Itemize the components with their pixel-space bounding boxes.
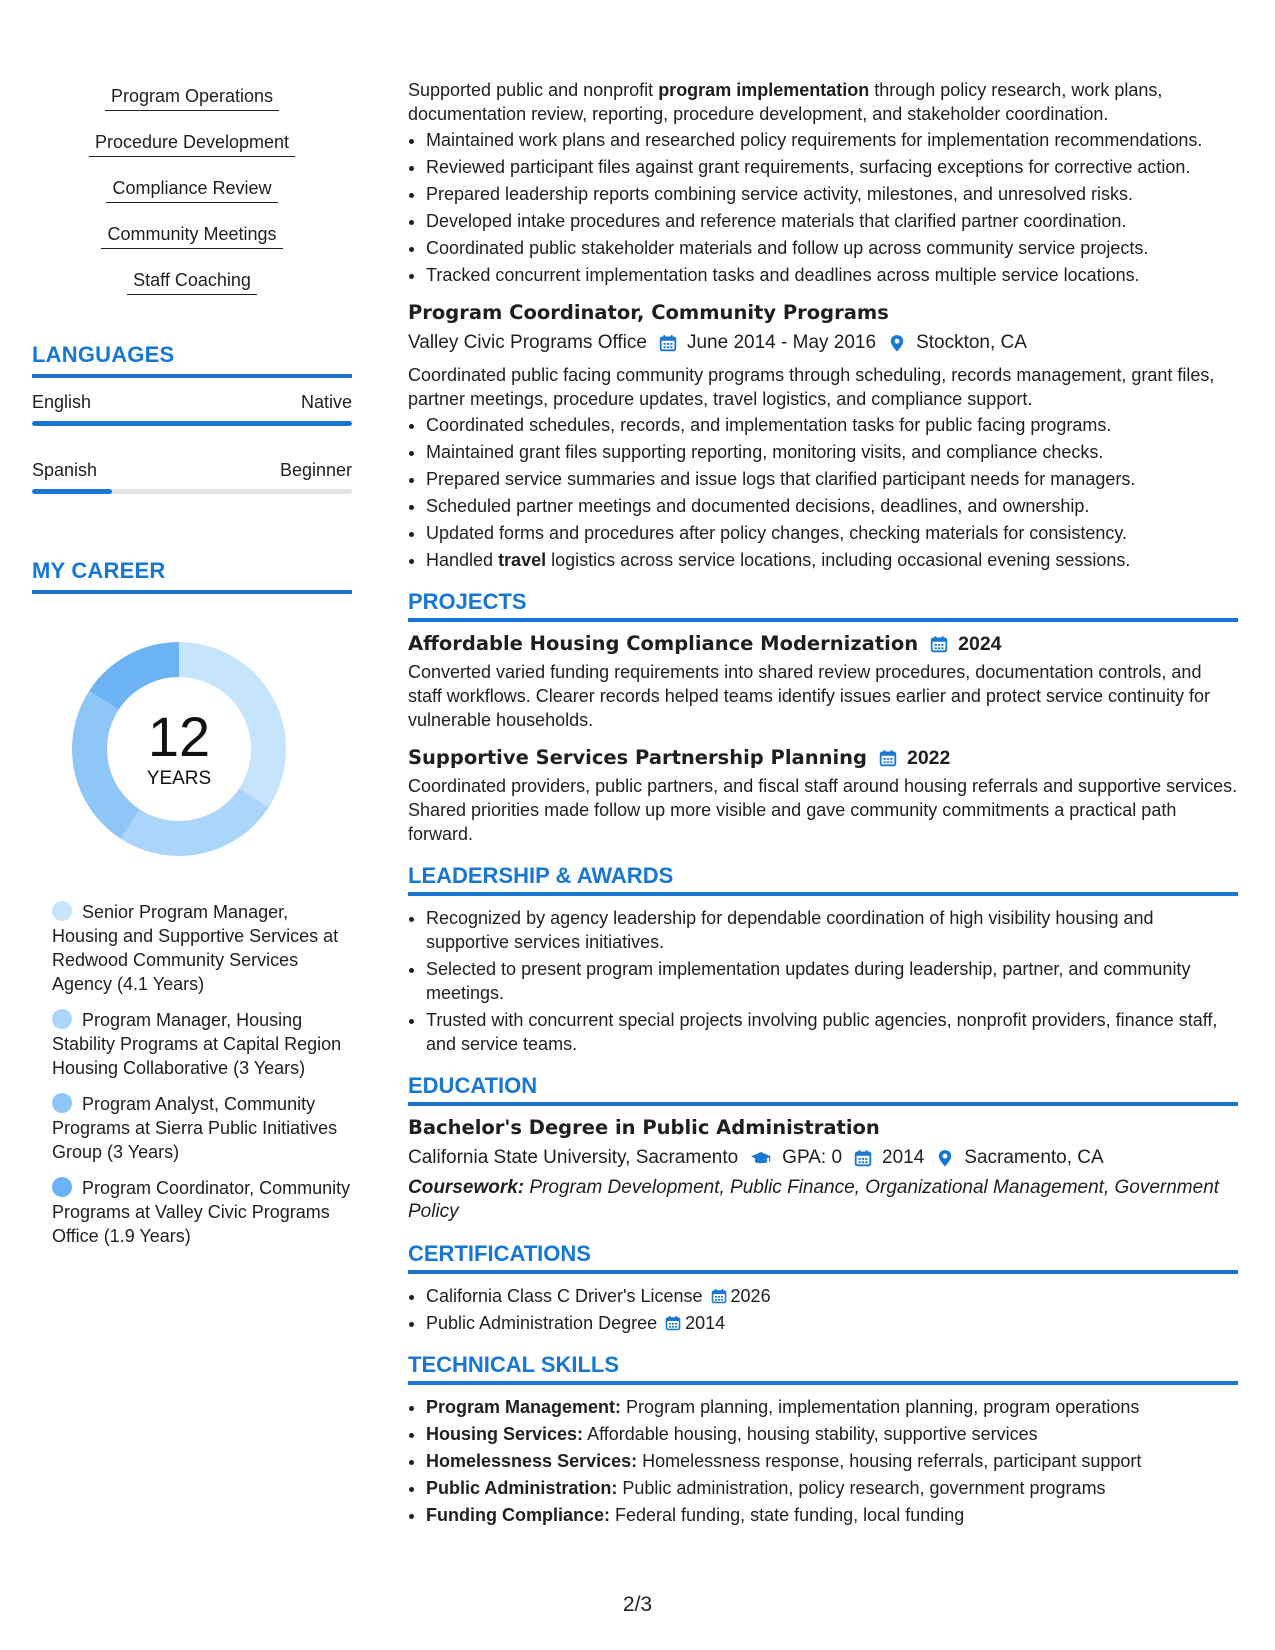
career-section bbox=[32, 558, 352, 1248]
certification-year: 2014 bbox=[685, 1313, 726, 1333]
career-legend-label: Program Manager, Housing Stability Programs at Capital Region Housing Collaborative (3 Years) bbox=[52, 1010, 342, 1078]
experience-summary bbox=[408, 78, 1238, 126]
bullet-item: • Developed intake procedures and reference materials that clarified partner coordination. bbox=[426, 209, 1238, 233]
career-legend-item bbox=[52, 900, 352, 996]
technical-skill-item bbox=[426, 1476, 1238, 1500]
bullet-item bbox=[426, 548, 1238, 572]
donut-center bbox=[64, 634, 294, 864]
calendar-icon bbox=[879, 749, 897, 767]
bullet-item: • Trusted with concurrent special projects involving public agencies, nonprofit providers, finance staff, and service teams. bbox=[426, 1008, 1238, 1056]
language-name: English bbox=[32, 392, 92, 412]
bullet-item: • Maintained grant files supporting reporting, monitoring visits, and compliance checks. bbox=[426, 440, 1238, 464]
coursework-label: Coursework: bbox=[408, 1177, 525, 1198]
job-company: Valley Civic Programs Office bbox=[408, 332, 647, 353]
technical-skills-section bbox=[408, 1353, 1238, 1527]
bullet-item: • Reviewed participant files against grant requirements, surfacing exceptions for corrective action. bbox=[426, 155, 1238, 179]
job-title: Program Coordinator, Community Programs bbox=[408, 301, 889, 324]
bullet-item: • Prepared leadership reports combining service activity, milestones, and unresolved risks. bbox=[426, 182, 1238, 206]
left-column bbox=[32, 84, 352, 1260]
right-column bbox=[408, 78, 1238, 1530]
certifications-heading: CERTIFICATIONS bbox=[408, 1242, 1238, 1274]
project-title-row bbox=[408, 632, 1238, 656]
technical-skill-item bbox=[426, 1449, 1238, 1473]
location-pin-icon bbox=[888, 334, 906, 352]
degree-title: Bachelor's Degree in Public Administration bbox=[408, 1116, 880, 1139]
language-level: Beginner bbox=[279, 460, 352, 480]
legend-dot bbox=[52, 1009, 72, 1029]
summary-keyword: program implementation bbox=[658, 80, 870, 100]
language-item bbox=[32, 460, 352, 494]
job-location: Stockton, CA bbox=[916, 332, 1027, 353]
page-number: 2/3 bbox=[622, 1593, 653, 1616]
calendar-icon bbox=[665, 1315, 681, 1331]
project-year: 2022 bbox=[906, 747, 951, 769]
project-title: Supportive Services Partnership Planning bbox=[408, 746, 867, 769]
languages-heading: LANGUAGES bbox=[32, 342, 352, 378]
bullet-item: • Updated forms and procedures after policy changes, checking materials for consistency. bbox=[426, 521, 1238, 545]
education-section bbox=[408, 1074, 1238, 1224]
project-item bbox=[408, 746, 1238, 846]
skill-tag: Program Operations bbox=[105, 84, 279, 111]
legend-dot bbox=[52, 901, 72, 921]
job-meta bbox=[408, 331, 1238, 355]
awards-heading: LEADERSHIP & AWARDS bbox=[408, 864, 1238, 896]
job-bullets bbox=[408, 413, 1238, 572]
skill-values: Public administration, policy research, government programs bbox=[617, 1478, 1106, 1498]
bullet-item: • Prepared service summaries and issue logs that clarified participant needs for managers. bbox=[426, 467, 1238, 491]
career-legend-label: Senior Program Manager, Housing and Supportive Services at Redwood Community Services Agency (4.1 Years) bbox=[52, 902, 339, 994]
skill-values: Affordable housing, housing stability, supportive services bbox=[583, 1424, 1038, 1444]
certifications-section bbox=[408, 1242, 1238, 1335]
bullet-item: • Selected to present program implementation updates during leadership, partner, and community meetings. bbox=[426, 957, 1238, 1005]
career-total-unit: YEARS bbox=[146, 768, 212, 789]
language-proficiency-bar bbox=[32, 421, 352, 426]
language-proficiency-fill bbox=[32, 421, 352, 426]
awards-bullets bbox=[408, 906, 1238, 1056]
certifications-list bbox=[408, 1284, 1238, 1335]
skill-tags bbox=[32, 84, 352, 314]
coursework-list: Program Development, Public Finance, Organizational Management, Government Policy bbox=[408, 1177, 1220, 1222]
project-item bbox=[408, 632, 1238, 732]
calendar-icon bbox=[711, 1288, 727, 1304]
language-name: Spanish bbox=[32, 460, 98, 480]
career-legend-item bbox=[52, 1176, 352, 1248]
career-legend-label: Program Coordinator, Community Programs at Valley Civic Programs Office (1.9 Years) bbox=[52, 1178, 351, 1246]
bullet-text: Handled bbox=[426, 550, 499, 570]
school-location: Sacramento, CA bbox=[964, 1147, 1104, 1168]
project-title: Affordable Housing Compliance Modernization bbox=[408, 632, 919, 655]
certification-item bbox=[426, 1311, 1238, 1335]
projects-section bbox=[408, 590, 1238, 846]
calendar-icon bbox=[854, 1149, 872, 1167]
career-total-years: 12 bbox=[147, 705, 211, 768]
language-level: Native bbox=[300, 392, 352, 412]
education-meta bbox=[408, 1146, 1238, 1170]
career-legend-label: Program Analyst, Community Programs at Sierra Public Initiatives Group (3 Years) bbox=[52, 1094, 338, 1162]
project-year: 2024 bbox=[958, 633, 1002, 655]
language-proficiency-fill bbox=[32, 489, 112, 494]
bullet-item: • Recognized by agency leadership for dependable coordination of high visibility housing and supportive services initiatives. bbox=[426, 906, 1238, 954]
legend-dot bbox=[52, 1093, 72, 1113]
bullet-item: • Coordinated public stakeholder materials and follow up across community service projects. bbox=[426, 236, 1238, 260]
project-description: Converted varied funding requirements into shared review procedures, documentation controls, and staff workflows. Clearer records helped teams identify issues earlier and protect service continuity for vulnerable households. bbox=[408, 662, 1211, 730]
career-heading: MY CAREER bbox=[32, 558, 352, 594]
awards-section bbox=[408, 864, 1238, 1056]
summary-text: through policy research, work plans, documentation review, reporting, procedure development, and stakeholder coordination. bbox=[408, 80, 1163, 124]
technical-skills-list bbox=[408, 1395, 1238, 1527]
experience-continued bbox=[408, 78, 1238, 287]
coursework bbox=[408, 1176, 1238, 1224]
calendar-icon bbox=[930, 635, 948, 653]
skill-category: Program Management: bbox=[426, 1397, 622, 1417]
certification-item bbox=[426, 1284, 1238, 1308]
skill-category: Funding Compliance: bbox=[426, 1505, 610, 1525]
skill-values: Program planning, implementation planning, program operations bbox=[621, 1397, 1140, 1417]
skill-category: Housing Services: bbox=[426, 1424, 584, 1444]
project-title-row bbox=[408, 746, 1238, 770]
languages-section bbox=[32, 342, 352, 494]
certification-name: California Class C Driver's License bbox=[426, 1286, 703, 1306]
bullet-item: • Maintained work plans and researched policy requirements for implementation recommendations. bbox=[426, 128, 1238, 152]
language-item bbox=[32, 392, 352, 426]
project-description: Coordinated providers, public partners, and fiscal staff around housing referrals and supportive services. Shared priorities made follow up more visible and gave community commitments a practical path forward. bbox=[408, 776, 1238, 844]
job-entry bbox=[408, 301, 1238, 572]
bullet-item: • Scheduled partner meetings and documented decisions, deadlines, and ownership. bbox=[426, 494, 1238, 518]
location-pin-icon bbox=[936, 1149, 954, 1167]
technical-skill-item bbox=[426, 1503, 1238, 1527]
career-legend bbox=[32, 900, 352, 1248]
certification-name: Public Administration Degree bbox=[426, 1313, 658, 1333]
skill-tag: Staff Coaching bbox=[127, 268, 257, 295]
projects-heading: PROJECTS bbox=[408, 590, 1238, 622]
technical-skill-item bbox=[426, 1422, 1238, 1446]
career-donut-chart bbox=[64, 634, 294, 864]
technical-skills-heading: TECHNICAL SKILLS bbox=[408, 1353, 1238, 1385]
skill-tag: Procedure Development bbox=[89, 130, 295, 157]
education-heading: EDUCATION bbox=[408, 1074, 1238, 1106]
bullet-text: logistics across service locations, including occasional evening sessions. bbox=[546, 550, 1131, 570]
language-proficiency-bar bbox=[32, 489, 352, 494]
graduation-year: 2014 bbox=[882, 1147, 925, 1168]
skill-category: Homelessness Services: bbox=[426, 1451, 638, 1471]
career-legend-item bbox=[52, 1092, 352, 1164]
technical-skill-item bbox=[426, 1395, 1238, 1419]
skill-values: Homelessness response, housing referrals, participant support bbox=[637, 1451, 1142, 1471]
skill-tag: Community Meetings bbox=[101, 222, 282, 249]
experience-bullets bbox=[408, 128, 1238, 287]
bullet-item: • Coordinated schedules, records, and implementation tasks for public facing programs. bbox=[426, 413, 1238, 437]
calendar-icon bbox=[659, 334, 677, 352]
gpa: GPA: 0 bbox=[782, 1147, 843, 1168]
job-dates: June 2014 - May 2016 bbox=[686, 332, 877, 353]
school-name: California State University, Sacramento bbox=[408, 1147, 739, 1168]
skill-category: Public Administration: bbox=[426, 1478, 618, 1498]
bullet-keyword: travel bbox=[498, 550, 547, 570]
certification-year: 2026 bbox=[730, 1286, 771, 1306]
career-legend-item bbox=[52, 1008, 352, 1080]
skill-tag: Compliance Review bbox=[106, 176, 277, 203]
bullet-item: • Tracked concurrent implementation tasks and deadlines across multiple service locations. bbox=[426, 263, 1238, 287]
skill-values: Federal funding, state funding, local funding bbox=[610, 1505, 965, 1525]
job-summary: Coordinated public facing community programs through scheduling, records management, grant files, partner meetings, procedure updates, travel logistics, and compliance support. bbox=[408, 365, 1215, 409]
graduation-cap-icon bbox=[750, 1149, 772, 1167]
legend-dot bbox=[52, 1177, 72, 1197]
summary-text: Supported public and nonprofit bbox=[408, 80, 659, 100]
